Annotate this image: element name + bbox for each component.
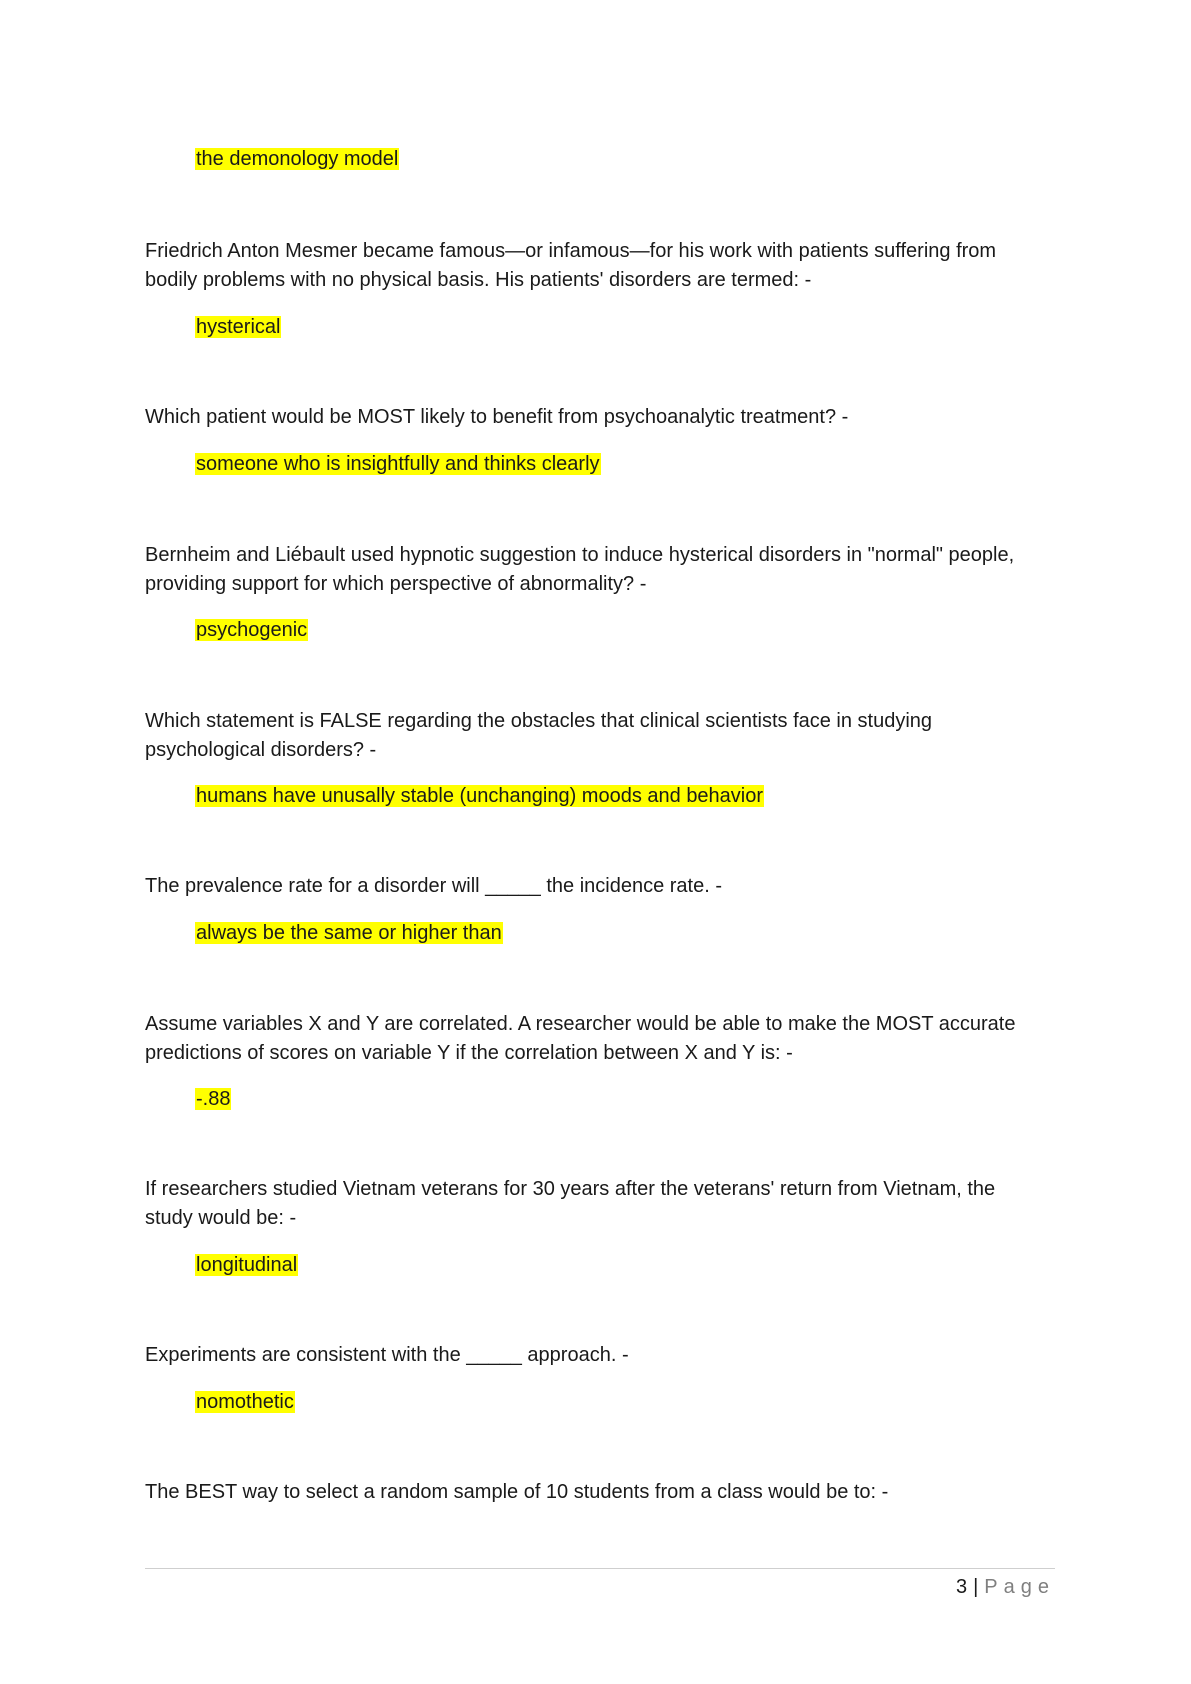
footer-separator: | xyxy=(973,1576,979,1598)
question-7: If researchers studied Vietnam veterans for 30 years after the veterans' return from Vietnam, the study would be: - xyxy=(145,1178,996,1229)
answer-highlight: hysterical xyxy=(196,316,281,338)
answer-5 xyxy=(195,920,503,946)
question-1: Friedrich Anton Mesmer became famous—or infamous—for his work with patients suffering from bodily problems with no physical basis. His patients' disorders are termed: - xyxy=(145,240,997,291)
answer-4 xyxy=(195,783,764,809)
page-footer xyxy=(956,1574,1055,1600)
answer-highlight: psychogenic xyxy=(196,619,308,641)
answer-highlight: -.88 xyxy=(196,1088,231,1110)
answer-3 xyxy=(195,617,308,643)
question-5: The prevalence rate for a disorder will _____ the incidence rate. - xyxy=(145,875,722,897)
question-4: Which statement is FALSE regarding the obstacles that clinical scientists face in studying psychological disorders? - xyxy=(145,710,933,761)
answer-highlight: humans have unusally stable (unchanging) moods and behavior xyxy=(196,785,764,807)
answer-6 xyxy=(195,1086,231,1112)
question-6: Assume variables X and Y are correlated. A researcher would be able to make the MOST accurate predictions of scores on variable Y if the correlation between X and Y is: - xyxy=(145,1013,1016,1064)
answer-8 xyxy=(195,1389,295,1415)
answer-0 xyxy=(195,146,399,172)
answer-1 xyxy=(195,314,281,340)
answer-highlight: someone who is insightfully and thinks clearly xyxy=(196,453,600,475)
answer-2 xyxy=(195,451,601,477)
answer-highlight: always be the same or higher than xyxy=(196,922,502,944)
answer-highlight: nomothetic xyxy=(196,1391,294,1413)
footer-divider xyxy=(145,1568,1055,1569)
question-3: Bernheim and Liébault used hypnotic suggestion to induce hysterical disorders in "normal" people, providing support for which perspective of abnormality? - xyxy=(145,544,1015,595)
question-8: Experiments are consistent with the _____ approach. - xyxy=(145,1344,629,1366)
answer-highlight: the demonology model xyxy=(196,148,399,170)
page-label: Page xyxy=(984,1576,1055,1598)
page-number: 3 xyxy=(955,1576,968,1598)
question-2: Which patient would be MOST likely to benefit from psychoanalytic treatment? - xyxy=(145,406,849,428)
answer-highlight: longitudinal xyxy=(196,1254,298,1276)
answer-7 xyxy=(195,1252,298,1278)
question-9: The BEST way to select a random sample of 10 students from a class would be to: - xyxy=(145,1481,889,1503)
